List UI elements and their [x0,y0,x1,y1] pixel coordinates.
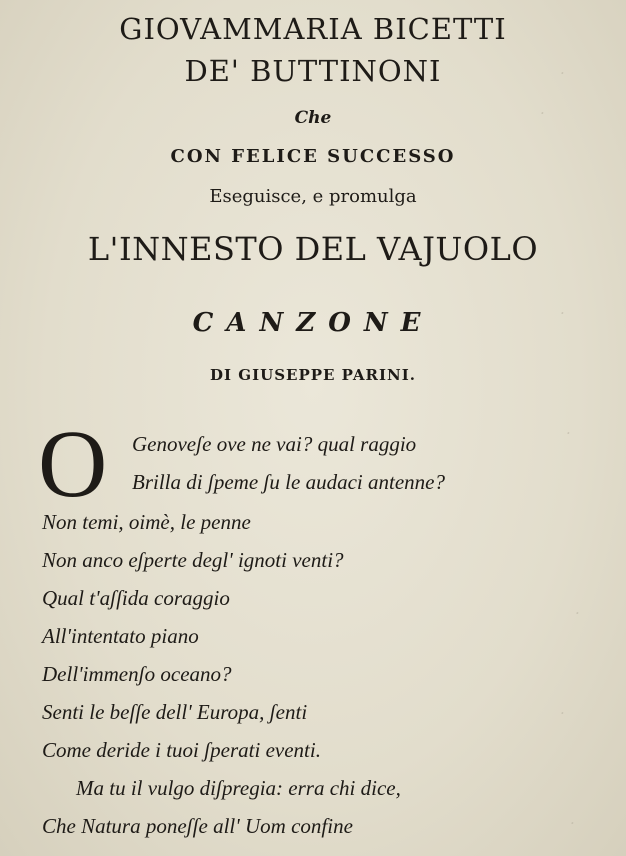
bleed-through-mark: . [560,60,565,78]
verse-line: All'intentato piano [42,624,199,648]
title-line-1: GIOVAMMARIA BICETTI [119,12,507,46]
title-line-4: Eseguisce, e promulga [209,186,417,207]
title-line-5: L'INNESTO DEL VAJUOLO [87,230,539,268]
verse-line: Non anco eʃperte degl' ignoti venti? [42,548,344,572]
drop-cap: O [38,410,108,517]
verse-line: Ma tu il vulgo diʃpregia: erra chi dice, [76,776,401,800]
verse-line: Che Natura poneʃſe all' Uom confine [42,814,353,838]
verse-line: Dell'immenʃo oceano? [42,662,232,686]
verse-line: Non temi, oimè, le penne [42,510,251,534]
title-line-3: CON FELICE SUCCESSO [170,146,456,167]
author-line: DI GIUSEPPE PARINI. [210,366,416,384]
title-line-2: DE' BUTTINONI [184,54,442,88]
bleed-through-mark: . [575,600,580,618]
verse-line: Come deride i tuoi ʃperati eventi. [42,738,321,762]
bleed-through-mark: . [560,300,565,318]
genre-heading: CANZONE [192,308,434,338]
verse-line: Qual t'aʃſida coraggio [42,586,230,610]
title-che: Che [294,108,332,128]
bleed-through-mark: . [566,420,571,438]
bleed-through-mark: . [540,100,545,118]
verse-line: Brilla di ʃpeme ʃu le audaci antenne? [132,470,445,494]
verse-line: Senti le beſſe dell' Europa, ʃenti [42,700,308,724]
bleed-through-mark: . [560,700,565,718]
bleed-through-mark: . [570,810,575,828]
verse-line: Genoveʃe ove ne vai? qual raggio [132,432,417,456]
